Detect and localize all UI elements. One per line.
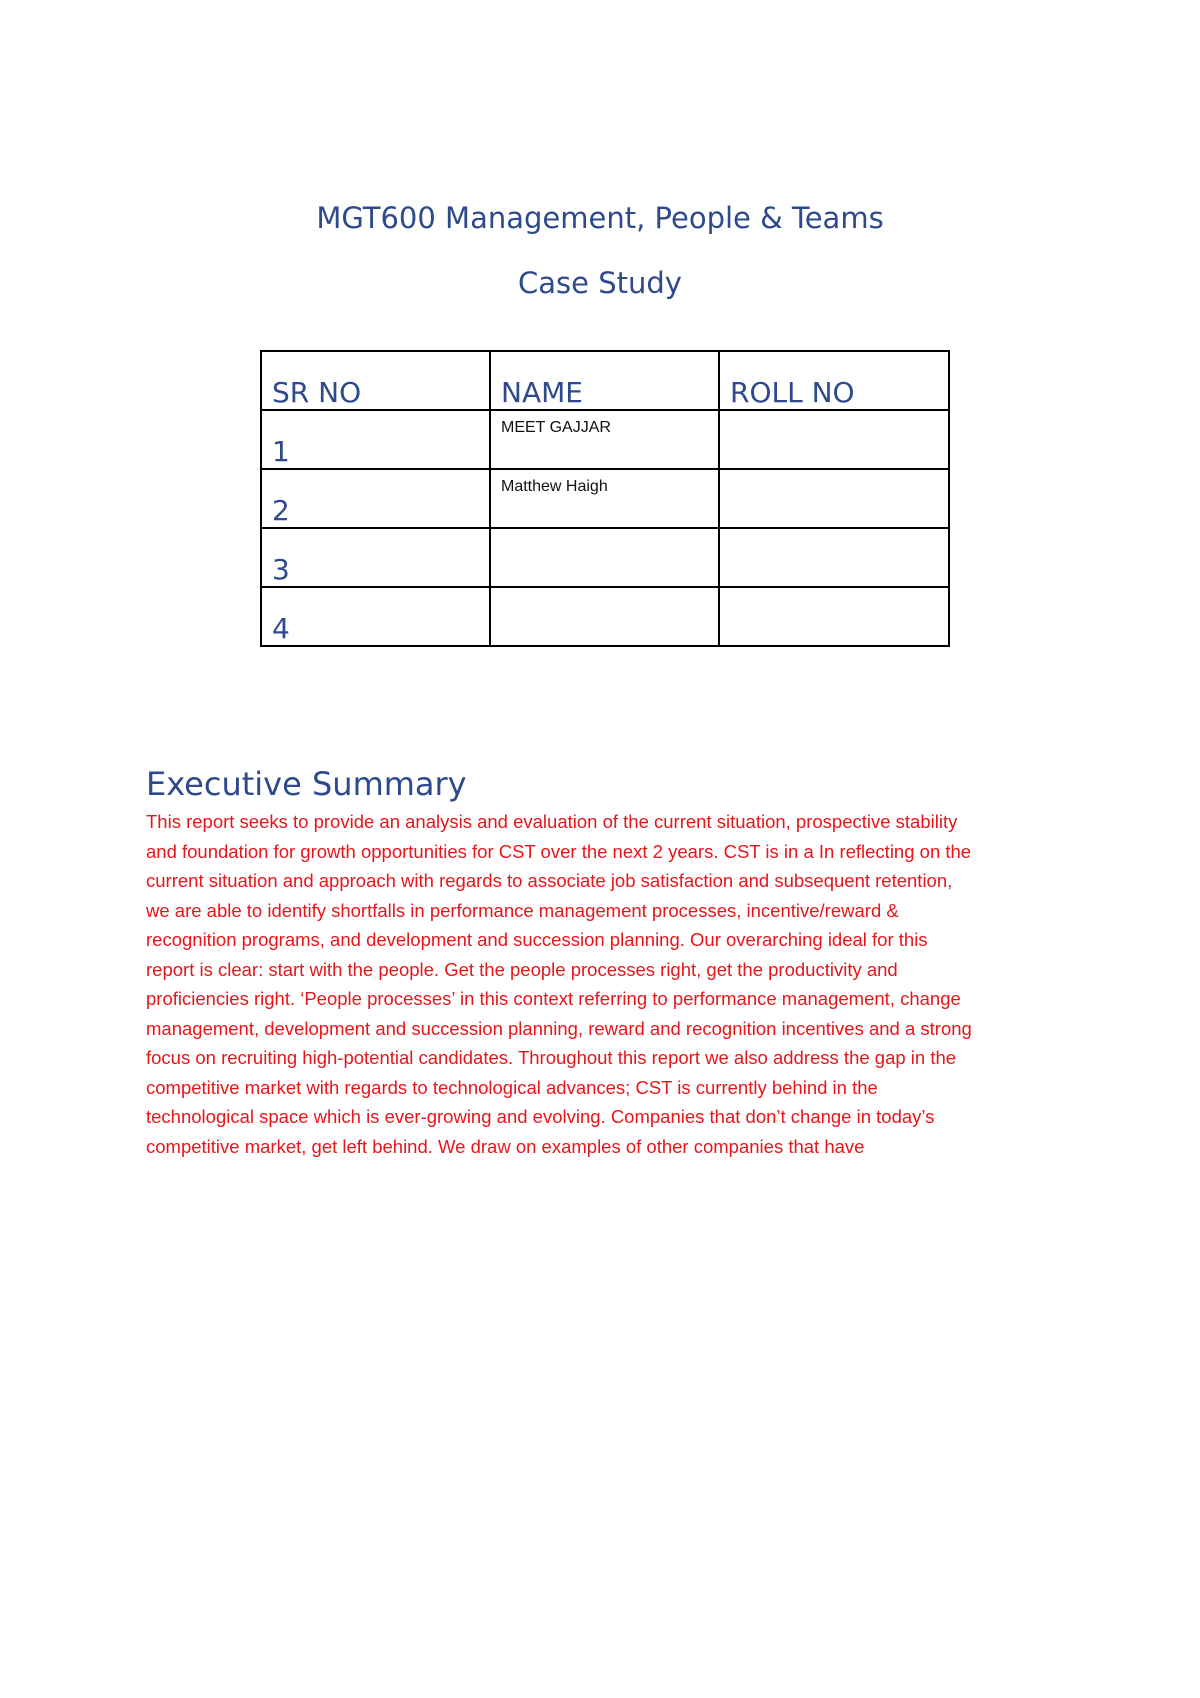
- table-header-row: [261, 351, 949, 410]
- name-cell: [490, 587, 719, 646]
- executive-summary-body: This report seeks to provide an analysis and evaluation of the current situation, prospective stability and foundation for growth opportunities for CST over the next 2 years. CST is in a In reflecting on the current situation and approach with regards to associate job satisfaction and subsequent retention, we are able to identify shortfalls in performance management processes, incentive/reward & recognition programs, and development and succession planning. Our overarching ideal for this report is clear: start with the people. Get the people processes right, get the productivity and proficiencies right. ‘People processes’ in this context referring to performance management, change management, development and succession planning, reward and recognition incentives and a strong focus on recruiting high-potential candidates. Throughout this report we also address the gap in the competitive market with regards to technological advances; CST is currently behind in the technological space which is ever-growing and evolving. Companies that don’t change in today’s competitive market, get left behind. We draw on examples of other companies that have: [146, 811, 972, 1157]
- name-cell: Matthew Haigh: [490, 469, 719, 528]
- header-sr-no: SR NO: [261, 351, 490, 410]
- header-name: NAME: [490, 351, 719, 410]
- table-row: [261, 528, 949, 587]
- sr-no-cell: 3: [261, 528, 490, 587]
- header-roll-no: ROLL NO: [719, 351, 949, 410]
- executive-summary-heading: Executive Summary: [146, 765, 467, 803]
- table-row: [261, 587, 949, 646]
- document-title: MGT600 Management, People & Teams: [316, 201, 884, 235]
- name-cell: MEET GAJJAR: [490, 410, 719, 469]
- sr-no-cell: 2: [261, 469, 490, 528]
- student-roster-table: [260, 350, 950, 647]
- roll-no-cell: [719, 587, 949, 646]
- table-row: [261, 410, 949, 469]
- name-cell: [490, 528, 719, 587]
- roll-no-cell: [719, 469, 949, 528]
- sr-no-cell: 4: [261, 587, 490, 646]
- roll-no-cell: [719, 410, 949, 469]
- table-row: [261, 469, 949, 528]
- sr-no-cell: 1: [261, 410, 490, 469]
- roll-no-cell: [719, 528, 949, 587]
- document-subtitle: Case Study: [518, 266, 682, 300]
